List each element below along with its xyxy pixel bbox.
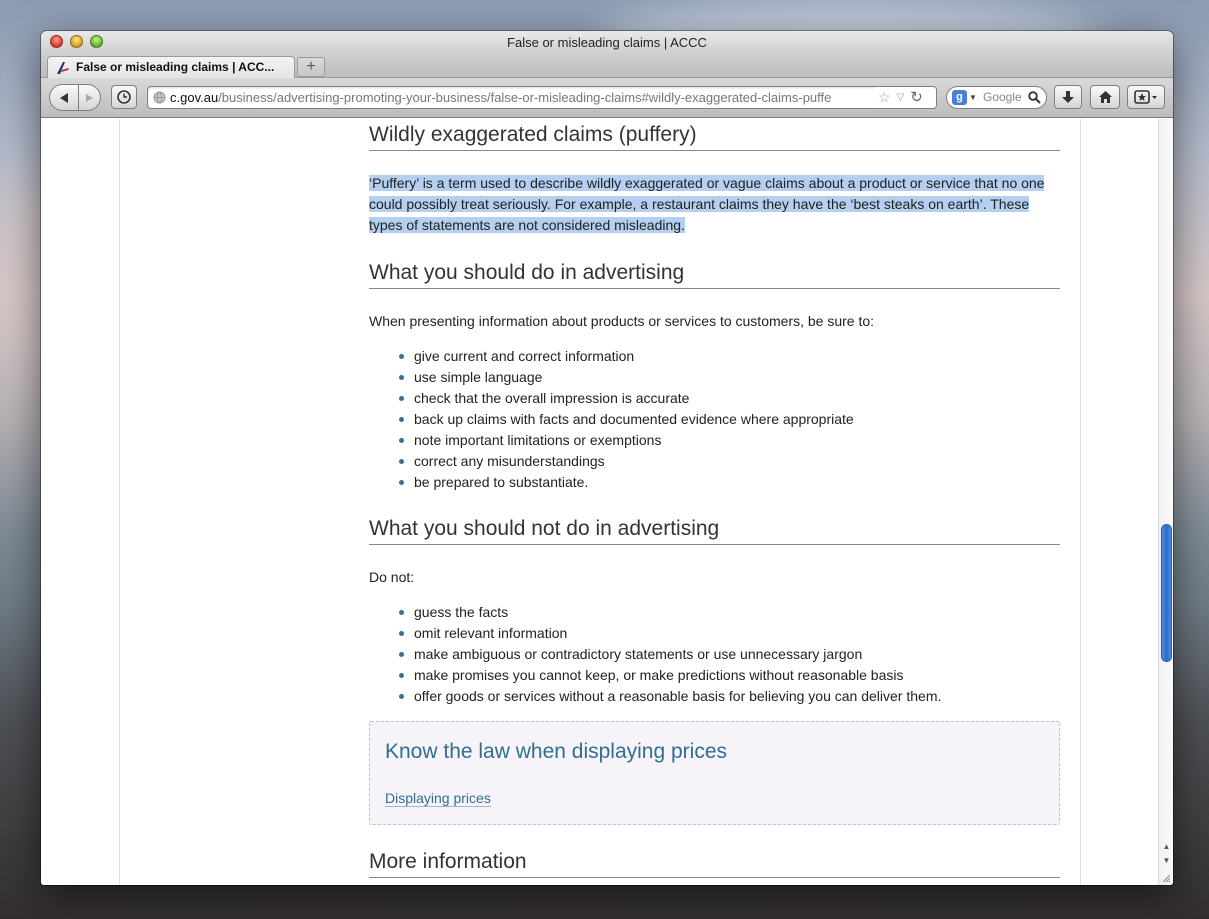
heading-should-do: What you should do in advertising	[369, 261, 1060, 289]
globe-icon	[153, 91, 166, 104]
list-item: omit relevant information	[399, 623, 941, 644]
heading-should-not-do: What you should not do in advertising	[369, 517, 1060, 545]
forward-arrow-icon	[85, 93, 94, 103]
close-window-button[interactable]	[50, 35, 63, 48]
plus-icon: +	[306, 58, 316, 75]
heading-puffery: Wildly exaggerated claims (puffery)	[369, 123, 1060, 151]
accc-logo-icon	[56, 61, 70, 75]
list-item: make promises you cannot keep, or make predictions without reasonable basis	[399, 665, 941, 686]
back-button[interactable]	[49, 84, 79, 111]
bookmarks-button[interactable]	[1127, 85, 1165, 109]
puffery-line-2: could possibly treat seriously. For example, a restaurant claims they have the ‘best steaks on earth’. These	[369, 196, 1030, 212]
url-path: /business/advertising-promoting-your-business/false-or-misleading-claims#wildly-exaggerated-claims-puffe	[218, 90, 832, 105]
list-item: check that the overall impression is accurate	[399, 388, 854, 409]
scroll-up-arrow-icon[interactable]: ▲	[1162, 842, 1171, 851]
puffery-line-1: ‘Puffery’ is a term used to describe wildly exaggerated or vague claims about a product or service that no one	[369, 175, 1045, 191]
should-do-intro: When presenting information about products or services to customers, be sure to:	[369, 313, 875, 329]
address-bar-actions	[874, 87, 936, 108]
forward-button[interactable]	[79, 84, 101, 111]
related-callout	[369, 721, 1060, 825]
should-do-list	[399, 346, 854, 493]
search-box[interactable]	[946, 86, 1047, 109]
should-not-list	[399, 602, 941, 707]
reload-icon[interactable]: ↻	[910, 89, 923, 106]
vertical-scrollbar[interactable]	[1158, 119, 1173, 885]
home-button[interactable]	[1090, 85, 1120, 109]
page-border-right	[1080, 119, 1081, 885]
callout-title: Know the law when displaying prices	[385, 740, 728, 763]
list-item: back up claims with facts and documented evidence where appropriate	[399, 409, 854, 430]
scrollbar-thumb[interactable]	[1161, 524, 1172, 662]
puffery-line-3: types of statements are not considered misleading.	[369, 217, 685, 233]
search-placeholder: Google	[983, 90, 1022, 104]
list-item: guess the facts	[399, 602, 941, 623]
history-clock-icon	[117, 90, 131, 104]
title-bar	[41, 31, 1173, 54]
new-tab-button[interactable]	[297, 57, 325, 77]
navigation-toolbar	[41, 78, 1173, 118]
list-item: note important limitations or exemptions	[399, 430, 854, 451]
history-button[interactable]	[111, 85, 137, 109]
bookmark-icon	[1134, 90, 1158, 104]
tab-label: False or misleading claims | ACC...	[76, 60, 275, 74]
scroll-down-arrow-icon[interactable]: ▼	[1162, 856, 1171, 865]
list-item: offer goods or services without a reasonable basis for believing you can deliver them.	[399, 686, 941, 707]
tab-bar	[41, 54, 1173, 78]
page-viewport	[41, 119, 1173, 885]
list-item: use simple language	[399, 367, 854, 388]
traffic-lights	[50, 35, 103, 48]
window-title: False or misleading claims | ACCC	[507, 35, 707, 50]
download-button[interactable]	[1054, 85, 1082, 109]
address-bar[interactable]	[147, 86, 937, 109]
star-icon[interactable]: ☆	[878, 89, 891, 105]
list-item: be prepared to substantiate.	[399, 472, 854, 493]
url-domain: c.gov.au	[170, 90, 219, 105]
back-arrow-icon	[58, 92, 70, 104]
list-item: give current and correct information	[399, 346, 854, 367]
list-item: correct any misunderstandings	[399, 451, 854, 472]
should-not-intro: Do not:	[369, 569, 415, 585]
google-icon[interactable]: g	[952, 90, 967, 105]
tab-active[interactable]	[47, 56, 295, 79]
search-engine-dropdown-icon[interactable]: ▼	[969, 93, 977, 102]
page-border-left	[119, 119, 120, 885]
search-magnifier-icon[interactable]	[1028, 91, 1041, 104]
displaying-prices-link[interactable]: Displaying prices	[385, 790, 491, 806]
back-forward-group	[49, 84, 101, 111]
resize-grip-icon[interactable]	[1161, 873, 1171, 883]
minimize-window-button[interactable]	[70, 35, 83, 48]
list-item: make ambiguous or contradictory statements or use unnecessary jargon	[399, 644, 941, 665]
home-icon	[1098, 90, 1113, 104]
download-icon	[1061, 90, 1075, 104]
zoom-window-button[interactable]	[90, 35, 103, 48]
browser-window	[41, 31, 1173, 885]
puffery-paragraph	[369, 173, 1060, 236]
heading-more-information: More information	[369, 850, 1060, 878]
dropdown-triangle-icon[interactable]: ▽	[896, 92, 905, 103]
